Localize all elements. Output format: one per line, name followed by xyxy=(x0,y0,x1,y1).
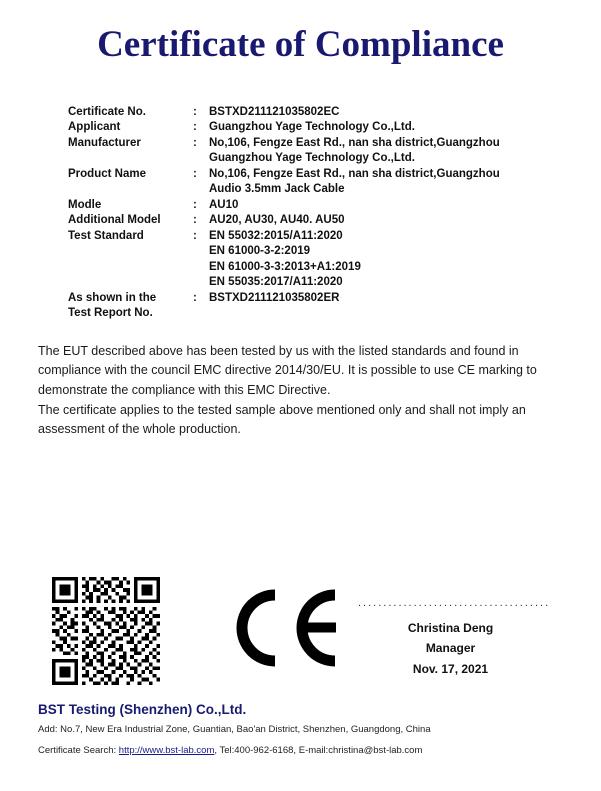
field-value-manufacturer: No,106, Fengze East Rd., nan sha district,Guangzhou Guangzhou Yage Technology Co.,Ltd. xyxy=(209,136,500,165)
certificate-search-line xyxy=(38,745,571,756)
field-label-test-standard: Test Standard xyxy=(68,229,144,242)
signatory-name: Christina Deng xyxy=(407,621,494,635)
table-row xyxy=(68,120,588,136)
field-value-test-standard: EN 55032:2015/A11:2020 EN 61000-3-2:2019 EN 61000-3-3:2013+A1:2019 EN 55035:2017/A11:2020 xyxy=(209,229,361,289)
fields-body xyxy=(68,105,588,322)
signature-block xyxy=(358,597,551,679)
company-name: BST Testing (Shenzhen) Co.,Ltd. xyxy=(38,702,247,717)
field-label-manufacturer: Manufacturer xyxy=(68,136,141,149)
field-label-additional-model: Additional Model xyxy=(68,214,161,227)
field-colon: : xyxy=(193,167,197,180)
field-value-certificate-no: BSTXD211121035802EC xyxy=(209,105,340,118)
ce-mark-icon xyxy=(228,587,348,669)
field-colon: : xyxy=(193,198,197,211)
table-row xyxy=(68,167,588,198)
field-value-modle: AU10 xyxy=(209,198,239,211)
certificate-page xyxy=(0,24,601,791)
table-row xyxy=(68,198,588,214)
field-label-applicant: Applicant xyxy=(68,121,121,134)
field-colon: : xyxy=(193,229,197,242)
page-title: Certificate of Compliance xyxy=(97,24,504,65)
field-label-product-name: Product Name xyxy=(68,167,146,180)
field-colon: : xyxy=(193,291,197,304)
table-row xyxy=(68,229,588,291)
contact-info: , Tel:400-962-6168, E-mail:christina@bst-lab.com xyxy=(214,745,423,756)
field-value-product-name: No,106, Fengze East Rd., nan sha district,Guangzhou Audio 3.5mm Jack Cable xyxy=(209,167,500,196)
ce-mark-svg xyxy=(228,587,348,669)
certificate-search-label: Certificate Search: xyxy=(38,745,117,756)
table-row xyxy=(68,136,588,167)
issue-date: Nov. 17, 2021 xyxy=(412,661,489,676)
field-colon: : xyxy=(193,121,197,134)
signatory-role: Manager xyxy=(425,641,476,656)
qr-code-svg xyxy=(52,577,160,685)
field-colon: : xyxy=(193,136,197,149)
compliance-statement xyxy=(38,342,563,440)
statement-paragraph-2: The certificate applies to the tested sample above mentioned only and shall not imply an assessment of the whole production. xyxy=(38,402,526,437)
certificate-fields-table xyxy=(68,105,588,322)
marks-row xyxy=(38,569,563,694)
footer xyxy=(38,702,571,756)
table-row xyxy=(68,105,588,121)
table-row xyxy=(68,213,588,229)
table-row xyxy=(68,291,588,322)
field-label-modle: Modle xyxy=(68,198,102,211)
certificate-search-link[interactable]: http://www.bst-lab.com xyxy=(118,745,215,756)
field-colon: : xyxy=(193,214,197,227)
qr-code-icon xyxy=(52,577,160,685)
field-label-test-report-no: As shown in the Test Report No. xyxy=(68,291,157,320)
field-colon: : xyxy=(193,105,197,118)
field-label-certificate-no: Certificate No. xyxy=(68,105,146,118)
statement-paragraph-1: The EUT described above has been tested by us with the listed standards and found in compliance with the council EMC directive 2014/30/EU. It is possible to use CE marking to demonstrate the compliance with this EMC Directive. xyxy=(38,343,537,397)
field-value-test-report-no: BSTXD211121035802ER xyxy=(209,291,340,304)
field-value-additional-model: AU20, AU30, AU40. AU50 xyxy=(209,214,345,227)
field-value-applicant: Guangzhou Yage Technology Co.,Ltd. xyxy=(209,121,415,134)
signature-dotted-line: ...................................... xyxy=(358,597,551,609)
company-address: Add: No.7, New Era Industrial Zone, Guantian, Bao'an District, Shenzhen, Guangdong, China xyxy=(38,724,431,735)
